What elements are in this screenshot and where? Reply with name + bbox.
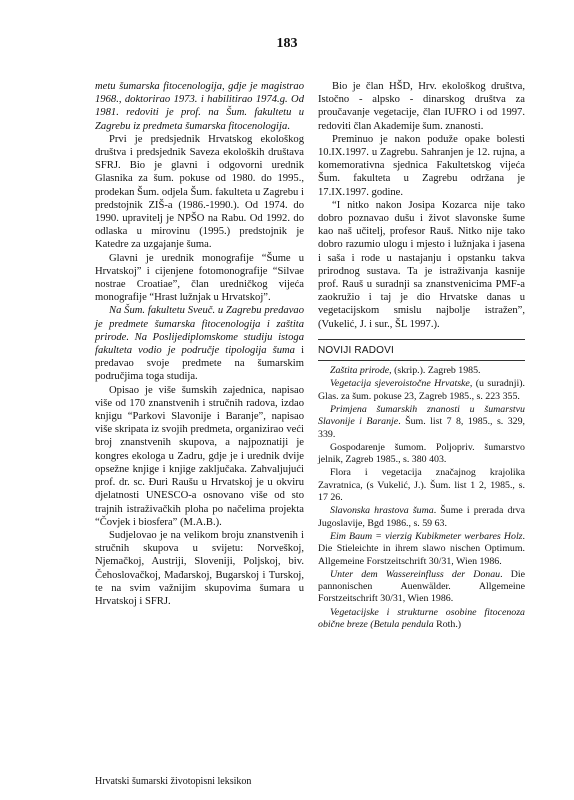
text-run: i predavao svoje predmete na šumarskim područjima toga studija. — [95, 345, 305, 383]
italic-text: Unter dem Wassereinfluss der Donau — [330, 568, 501, 580]
work-entry — [318, 378, 525, 403]
italic-text: zaštita prirode — [95, 318, 304, 343]
paragraph: Opisao je više šumskih zajednica, napisao više od 170 znanstvenih i stručnih radova, izdao knjigu “Parkovi Slavonije i Baranje”, napisao više skripata iz svojih predmeta, organizirao veći broj znanstvenih skupova, a najpoznatiji je kongres ekologa u Zadru, gdje je i urednik dvije opsežne knjige i knjige zaključaka. Zahvaljujući prof. dr. sc. Đuri Raušu u Hrvatskoj je u okviru djelatnosti UNESCO-a osnovano više od sto trajnih istraživačkih ploha po načelima projekta “Čovjek i biosfera” (M.A.B.). — [95, 384, 304, 528]
paragraph — [95, 304, 304, 383]
text-run: Roth.) — [433, 619, 462, 630]
work-entry — [318, 442, 525, 467]
italic-text: , gdje je magistrao 1968., doktorirao 1973. i habilitirao 1974.g. Od 1981. redoviti je prof. na Šum. fakultetu u Zagrebu iz predmeta — [95, 81, 305, 132]
italic-text: Eim Baum = vierzig Kubikmeter werbares Holz — [330, 530, 523, 542]
work-entry — [318, 505, 525, 530]
italic-text: Primjena šumarskih znanosti u šumarstvu Slavonije i Baranje — [318, 403, 525, 428]
paragraph: “I nitko nakon Josipa Kozarca nije tako dobro poznavao dušu i život slavonske šume kao naš učitelj, profesor Rauš. Nitko nije tako dobro razumio ulogu i mjesto i lužnjaka i jasena i saša i rode u nastajanju i opstanku takva prirodnog sustava. Ta je istraživanja kasnije prof. Rauš u suradnji sa znanstvenicima PMF-a zaokružio i taj je dio Hrvatske danas u vegetacijskom smislu najbolje istražen”, (Vukelić, J. i sur., ŠL 1997.). — [318, 199, 525, 330]
paragraph: Prvi je predsjednik Hrvatskog ekološkog društva i predsjednik Saveza ekoloških društava SFRJ. Bio je glavni i odgovorni urednik Glasnika za šum. pokuse od 1980. do 1995., prodekan Šum. odjela Šum. fakulteta u Zagrebu i predstojnik ZIŠ-a (1986.-1990.). Od 1974. do 1990. upravitelj je NPŠO na Rabu. Od 1992. do odlaska u mirovinu (1995.) predstojnik je Katedre za uzgajanje šuma. — [95, 133, 304, 251]
section-title: NOVIJI RADOVI — [318, 344, 394, 356]
text-run: . Šume i prerada drva Jugoslavije, Bgd 1986., s. 59 63. — [318, 505, 525, 529]
italic-text: Vegetacija sjeveroistočne Hrvatske — [330, 378, 470, 390]
italic-text: šumarska fitocenologija — [154, 318, 261, 330]
text-run: Flora i vegetacija značajnog krajolika Zavratnica, (s Vukelić, J.). Šum. list 1 2, 1985., s. 17 26. — [318, 467, 525, 504]
text-run: . Die Stieleichte in ihrem slawo nischen Optimum. Allgemeine Forstzeitschrift 30/31, Wien 1986. — [318, 530, 525, 567]
italic-text: metu — [95, 81, 120, 92]
paragraph — [95, 80, 304, 133]
right-column — [318, 80, 525, 632]
work-entry — [318, 365, 525, 377]
page-number: 183 — [276, 36, 298, 51]
text-run: , (u suradnji). Glas. za šum. pokuse 23, Zagreb 1985., s. 223 355. — [318, 378, 525, 402]
work-entry — [318, 607, 525, 632]
paragraph: Glavni je urednik monografije “Šume u Hrvatskoj” i cijenjene fotomonografije “Silvae nostrae Croatiae”, član uredničkog vijeća monografije “Hrast lužnjak u Hrvatskoj”. — [95, 252, 304, 304]
paragraph: Preminuo je nakon poduže opake bolesti 10.IX.1997. u Zagrebu. Sahranjen je 12. rujna, a komemorativna sjednica Fakultetskog vijeća Šum. fakulteta u Zagrebu održana je 17.IX.1997. godine. — [318, 133, 525, 198]
italic-text: šumarska fitocenologija — [119, 81, 223, 92]
italic-text: šumarska fitocenologija — [185, 120, 288, 132]
text-run: , (skrip.). Zagreb 1985. — [389, 365, 481, 377]
text-run: . Die pannonischen Auenwälder. Allgemeine Forstzeitschrift 30/31, Wien 1986. — [318, 568, 526, 605]
italic-text: Na Šum. fakultetu Sveuč. u Zagrebu predavao je predmete — [95, 305, 304, 330]
right-paragraphs — [318, 80, 525, 331]
text-run: Gospodarenje šumom. Poljopriv. šumarstvo jelnik, Zagreb 1985., s. 380 403. — [318, 441, 525, 466]
section-divider — [318, 339, 525, 357]
italic-text: i — [260, 318, 277, 330]
text-run: . — [287, 120, 290, 132]
left-column — [95, 80, 304, 608]
works-list — [318, 360, 525, 631]
paragraph: Sudjelovao je na velikom broju znanstvenih i stručnih skupova u svijetu: Norveškoj, Njemačkoj, Austriji, Sloveniji, Poljskoj, biv. Čehoslovačkoj, Mađarskoj, Bugarskoj i Turskoj, te na svim važnijim skupovima šumara u Hrvatskoj i SFRJ. — [95, 529, 304, 607]
work-entry — [318, 467, 525, 504]
italic-text: Slavonska hrastova šuma — [330, 505, 434, 517]
work-entry — [318, 569, 525, 606]
italic-text: . Na Poslijediplomskome studiju istoga fakulteta vodio je područje — [95, 331, 304, 357]
italic-text: tipologija šuma — [225, 345, 295, 357]
text-run: . Šum. list 7 8, 1985., s. 329, 339. — [318, 416, 525, 440]
work-entry — [318, 404, 525, 441]
italic-text: Zaštita prirode — [330, 365, 390, 377]
footer-text: Hrvatski šumarski životopisni leksikon — [95, 776, 252, 787]
work-entry — [318, 531, 525, 568]
paragraph: Bio je član HŠD, Hrv. ekološkog društva, Istočno - alpsko - dinarskog društva za proučavanje vegetacije, član IUFRO i od 1997. redoviti član Akademije šum. znanosti. — [318, 81, 525, 132]
italic-text: Vegetacijske i strukturne osobine fitocenoza obične breze (Betula pendula — [318, 606, 525, 630]
